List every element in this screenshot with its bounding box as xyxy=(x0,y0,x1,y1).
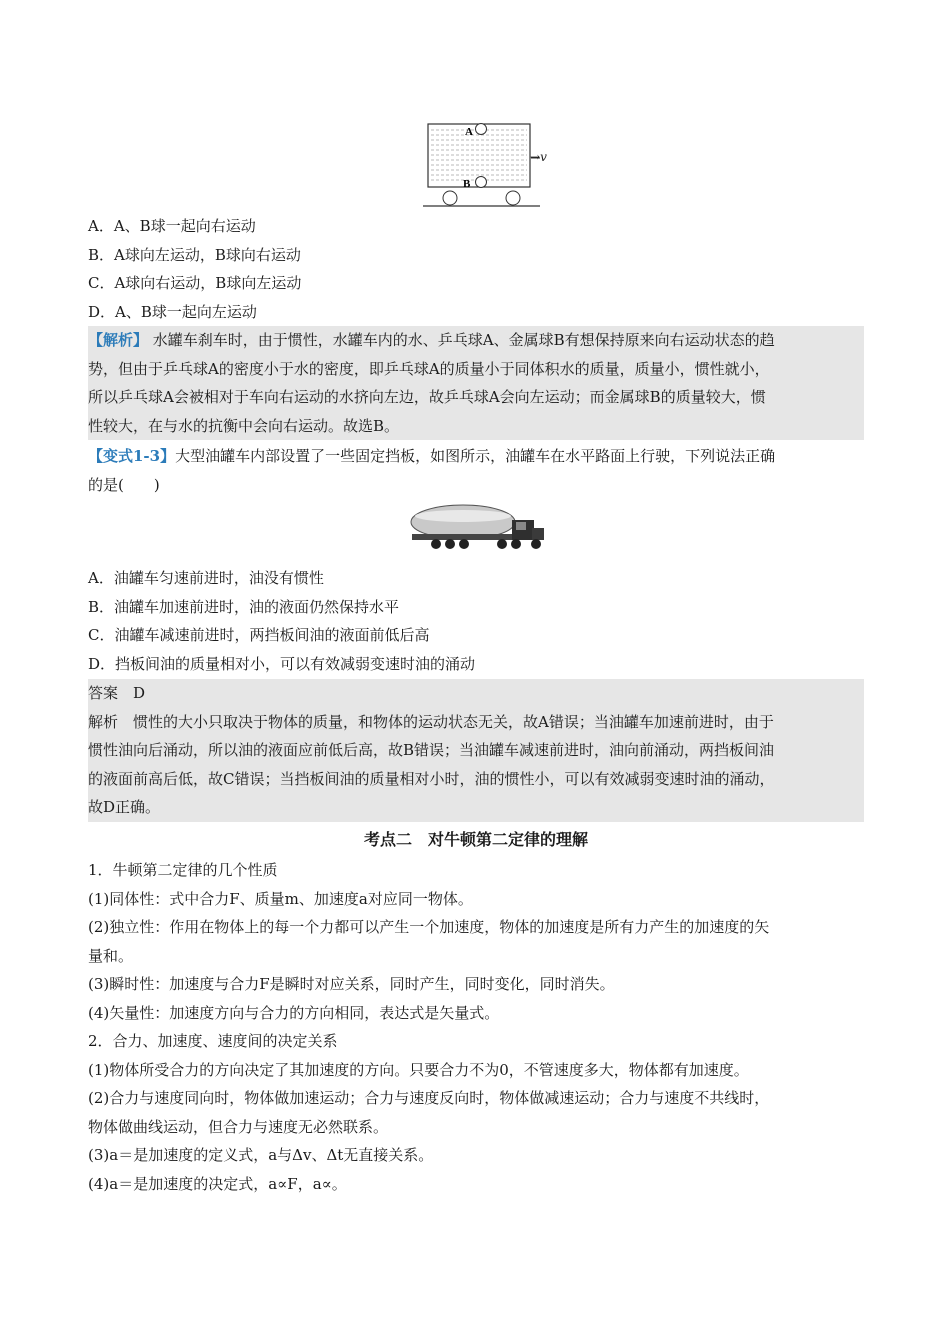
wheel-left xyxy=(443,191,457,205)
s2-line-12: (4)a＝是加速度的决定式，a∝F，a∝。 xyxy=(88,1174,347,1193)
s2-line-3: (2)独立性：作用在物体上的每一个力都可以产生一个加速度，物体的加速度是所有力产生的加速度的矢 xyxy=(88,918,770,936)
option-b: B．A球向左运动，B球向右运动 xyxy=(88,245,301,264)
analysis-line-2: 惯性油向后涌动，所以油的液面应前低后高，故B错误；当油罐车减速前进时，油向前涌动，两挡板间油 xyxy=(88,741,775,759)
option-a: A．A、B球一起向右运动 xyxy=(88,217,256,235)
section-heading: 考点二 对牛顿第二定律的理解 xyxy=(363,830,588,849)
analysis-line-1: 解析 惯性的大小只取决于物体的质量，和物体的运动状态无关，故A错误；当油罐车加速前进时，由于 xyxy=(88,712,774,731)
q2-stem xyxy=(88,442,864,499)
s2-line-4: 量和。 xyxy=(88,946,134,965)
section2-body xyxy=(88,856,864,1198)
analysis-line-3: 所以乒乓球A会被相对于车向右运动的水挤向左边，故乒乓球A会向左运动；而金属球B的质量较大，惯 xyxy=(88,388,766,406)
variant-tag: 【变式1-3】 xyxy=(88,447,176,465)
s2-line-6: (4)矢量性：加速度方向与合力的方向相同，表达式是矢量式。 xyxy=(88,1003,500,1022)
velocity-label: v xyxy=(540,150,547,164)
q2-options xyxy=(88,564,864,678)
analysis-line-1: 水罐车刹车时，由于惯性，水罐车内的水、乒乓球A、金属球B有想保持原来向右运动状态的趋 xyxy=(148,331,775,349)
ball-b xyxy=(476,177,487,188)
s2-line-8: (1)物体所受合力的方向决定了其加速度的方向。只要合力不为0，不管速度多大，物体都有加速度。 xyxy=(88,1060,749,1079)
q1-options xyxy=(88,212,864,326)
stem-line-2: 的是( ) xyxy=(88,475,160,494)
s2-line-1: 1．牛顿第二定律的几个性质 xyxy=(88,861,278,879)
option-d: D．挡板间油的质量相对小，可以有效减弱变速时油的涌动 xyxy=(88,654,476,673)
analysis-line-2: 势，但由于乒乓球A的密度小于水的密度，即乒乓球A的质量小于同体积水的质量，质量小，惯性就小， xyxy=(88,359,770,378)
velocity-arrow-icon: →v xyxy=(530,150,547,164)
stem-line-1: 大型油罐车内部设置了一些固定挡板，如图所示，油罐车在水平路面上行驶，下列说法正确 xyxy=(175,447,776,465)
s2-line-7: 2．合力、加速度、速度间的决定关系 xyxy=(88,1032,338,1050)
analysis-tag: 【解析】 xyxy=(88,331,149,349)
s2-line-5: (3)瞬时性：加速度与合力F是瞬时对应关系，同时产生，同时变化，同时消失。 xyxy=(88,975,615,993)
oil-tanker-figure xyxy=(408,500,548,555)
wheel-right xyxy=(506,191,520,205)
q1-analysis xyxy=(88,326,864,440)
q2-answer-analysis xyxy=(88,679,864,822)
s2-line-11: (3)a＝是加速度的定义式，a与Δv、Δt无直接关系。 xyxy=(88,1146,434,1164)
option-c: C．A球向右运动，B球向左运动 xyxy=(88,274,302,292)
ball-a xyxy=(476,124,487,135)
option-a: A．油罐车匀速前进时，油没有惯性 xyxy=(88,569,324,587)
label-a: A xyxy=(465,126,473,138)
water-tank-figure xyxy=(335,118,540,210)
s2-line-10: 物体做曲线运动，但合力与速度无必然联系。 xyxy=(88,1117,389,1136)
analysis-line-3: 的液面前高后低，故C错误；当挡板间油的质量相对小时，油的惯性小，可以有效减弱变速时油的涌动， xyxy=(88,769,775,788)
option-b: B．油罐车加速前进时，油的液面仍然保持水平 xyxy=(88,597,400,616)
label-b: B xyxy=(463,178,471,190)
option-d: D．A、B球一起向左运动 xyxy=(88,302,257,321)
option-c: C．油罐车减速前进时，两挡板间油的液面前低后高 xyxy=(88,626,430,644)
answer: 答案 D xyxy=(88,684,146,702)
analysis-line-4: 性较大，在与水的抗衡中会向右运动。故选B。 xyxy=(88,416,400,435)
s2-line-9: (2)合力与速度同向时，物体做加速运动；合力与速度反向时，物体做减速运动；合力与速度不共线时， xyxy=(88,1089,770,1107)
analysis-line-4: 故D正确。 xyxy=(88,798,161,816)
s2-line-2: (1)同体性：式中合力F、质量m、加速度a对应同一物体。 xyxy=(88,889,473,908)
